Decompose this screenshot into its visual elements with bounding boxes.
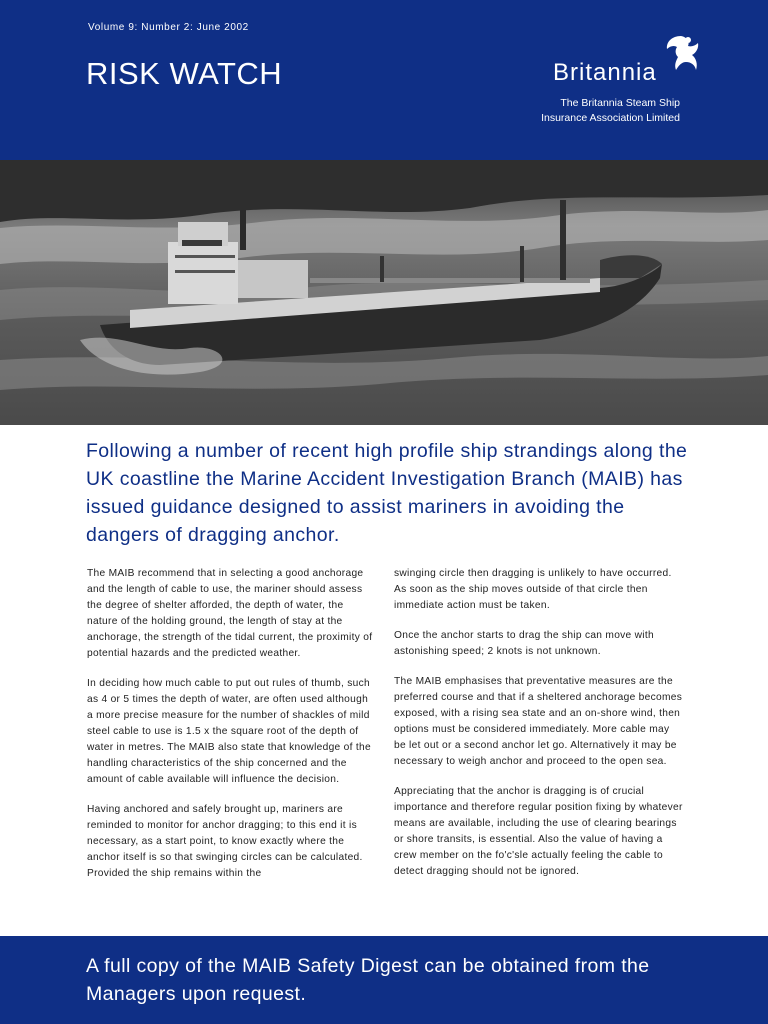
masthead <box>0 0 768 160</box>
photo-caption: Anchoring and avoiding the pitfalls of a lee shore <box>88 546 601 569</box>
britannia-figure-icon <box>658 32 704 78</box>
issue-line: Volume 9: Number 2: June 2002 <box>88 22 249 33</box>
association-line-2: Insurance Association Limited <box>541 112 680 124</box>
footer-banner <box>0 936 768 1024</box>
paragraph: Once the anchor starts to drag the ship can move with astonishing speed; 2 knots is not unknown. <box>394 630 654 657</box>
article-column-1 <box>87 566 377 896</box>
brand-name: Britannia <box>553 59 657 86</box>
footer-text: A full copy of the MAIB Safety Digest can be obtained from the Managers upon request. <box>86 955 650 1005</box>
paragraph: Having anchored and safely brought up, mariners are reminded to monitor for anchor dragging; to this end it is necessary, as a start point, to know exactly where the anchor itself is so that swinging circles can be calculated. Provided the ship remains within the <box>87 804 363 879</box>
ship-photo-illustration <box>0 160 768 425</box>
association-line-1: The Britannia Steam Ship <box>560 97 680 109</box>
paragraph: swinging circle then dragging is unlikely to have occurred. As soon as the ship moves outside of that circle then immediate action must be taken. <box>394 568 672 611</box>
lead-paragraph: Following a number of recent high profile ship strandings along the UK coastline the Marine Accident Investigation Branch (MAIB) has issued guidance designed to assist mariners in avoiding the dangers of dragging anchor. <box>86 440 688 546</box>
paragraph: The MAIB emphasises that preventative measures are the preferred course and that if a sheltered anchorage becomes exposed, with a rising sea state and an on-shore wind, then options must be considered immediately. More cable may be let out or a second anchor let go. Alternatively it may be necessary to weigh anchor and proceed to the open sea. <box>394 676 683 767</box>
paragraph: In deciding how much cable to put out rules of thumb, such as 4 or 5 times the depth of water, are often used although a more precise measure for the number of shackles of mild steel cable to use is 1.5 x the square root of the depth of water in metres. The MAIB also state that knowledge of the handling characteristics of the ship concerned and the amount of cable available will influence the decision. <box>87 678 371 785</box>
newsletter-title: RISK WATCH <box>86 56 283 91</box>
paragraph: Appreciating that the anchor is dragging is of crucial importance and therefore regular position fixing by whatever means are available, including the use of clearing bearings or shore transits, is essential. Also the value of having a crew member on the fo'c'sle actually feeling the cable to detect dragging should not be ignored. <box>394 786 683 877</box>
paragraph: The MAIB recommend that in selecting a good anchorage and the length of cable to use, the mariner should assess the degree of shelter afforded, the depth of water, the nature of the holding ground, the length of stay at the anchorage, the strength of the tidal current, the proximity of potential hazards and the predicted weather. <box>87 568 373 659</box>
association-name <box>541 96 680 126</box>
article-column-2 <box>394 566 684 894</box>
